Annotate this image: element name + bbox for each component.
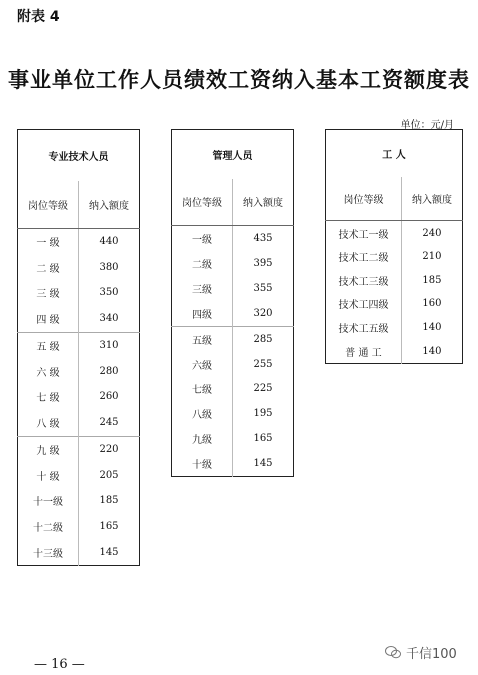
amount-cell: 185 (99, 495, 119, 507)
table-row (172, 326, 294, 352)
table-row (18, 228, 140, 254)
table-row (172, 451, 294, 477)
amount-cell: 285 (233, 326, 294, 352)
amount-cell: 395 (253, 257, 273, 269)
column-header-level: 岗位等级 (172, 179, 233, 225)
amount-cell: 205 (99, 469, 119, 481)
amount-cell: 260 (99, 391, 119, 403)
unit-note: 单位：元/月 (400, 120, 454, 131)
amount-cell: 380 (99, 261, 119, 273)
level-cell: 八级 (172, 401, 233, 426)
amount-cell: 280 (99, 365, 119, 377)
management-staff-table (171, 129, 294, 477)
amount-cell: 195 (253, 408, 273, 420)
table-title: 工 人 (382, 149, 406, 161)
level-cell: 五级 (172, 326, 233, 352)
workers-table (325, 129, 463, 364)
level-cell: 十级 (172, 451, 233, 477)
level-cell: 六 级 (18, 359, 79, 385)
amount-cell: 145 (99, 546, 119, 558)
level-cell: 九级 (172, 426, 233, 451)
level-cell: 二 级 (18, 255, 79, 281)
table-row (326, 339, 463, 363)
table-row (18, 514, 140, 540)
table-row (172, 301, 294, 327)
table-row (18, 332, 140, 358)
page-number: — 16 — (34, 657, 85, 672)
level-cell: 技术工五级 (326, 316, 402, 340)
table-title: 专业技术人员 (48, 151, 109, 163)
table-row (172, 276, 294, 301)
table-row (18, 488, 140, 514)
level-cell: 技术工二级 (326, 245, 402, 269)
level-cell: 十二级 (18, 514, 79, 540)
level-cell: 二级 (172, 251, 233, 276)
amount-cell: 440 (99, 236, 119, 248)
amount-cell: 220 (79, 436, 140, 462)
amount-cell: 240 (422, 227, 442, 239)
amount-cell: 320 (253, 307, 273, 319)
amount-cell: 140 (422, 345, 442, 357)
table-row (172, 352, 294, 377)
appendix-label: 附表 4 (17, 9, 60, 25)
table-row (18, 306, 140, 332)
table-row (326, 245, 463, 269)
table-row (172, 426, 294, 451)
amount-cell: 255 (253, 358, 273, 370)
column-header-amount: 纳入额度 (79, 181, 140, 229)
amount-cell: 355 (253, 282, 273, 294)
level-cell: 普 通 工 (326, 339, 402, 363)
table-row (326, 221, 463, 245)
level-cell: 七 级 (18, 384, 79, 410)
watermark-text: 千信100 (406, 647, 457, 662)
level-cell: 五 级 (18, 332, 79, 358)
table-row (18, 255, 140, 281)
amount-cell: 140 (422, 321, 442, 333)
amount-cell: 165 (99, 520, 119, 532)
table-row (172, 251, 294, 276)
column-header-amount: 纳入额度 (233, 179, 294, 225)
level-cell: 四级 (172, 301, 233, 327)
table-row (18, 462, 140, 488)
table-row (18, 410, 140, 436)
chat-bubble-icon (385, 646, 401, 659)
table-row (18, 359, 140, 385)
table-row (326, 292, 463, 316)
amount-cell: 225 (253, 383, 273, 395)
table-title: 管理人员 (212, 151, 253, 163)
amount-cell: 310 (79, 332, 140, 358)
amount-cell: 350 (99, 287, 119, 299)
level-cell: 十三级 (18, 539, 79, 565)
table-row (18, 436, 140, 462)
column-header-level: 岗位等级 (18, 181, 79, 229)
table-row (172, 377, 294, 402)
level-cell: 十 级 (18, 462, 79, 488)
amount-cell: 165 (253, 432, 273, 444)
amount-cell: 145 (253, 457, 273, 469)
document-title: 事业单位工作人员绩效工资纳入基本工资额度表 (8, 67, 470, 92)
table-row (18, 280, 140, 306)
table-row (326, 268, 463, 292)
level-cell: 九 级 (18, 436, 79, 462)
level-cell: 技术工四级 (326, 292, 402, 316)
level-cell: 六级 (172, 352, 233, 377)
level-cell: 三 级 (18, 280, 79, 306)
level-cell: 一级 (172, 225, 233, 251)
table-row (18, 539, 140, 565)
level-cell: 技术工一级 (326, 221, 402, 245)
level-cell: 三级 (172, 276, 233, 301)
column-header-amount: 纳入额度 (401, 177, 462, 221)
level-cell: 八 级 (18, 410, 79, 436)
professional-staff-table (17, 129, 140, 566)
table-row (172, 225, 294, 251)
amount-cell: 210 (422, 251, 442, 263)
table-row (18, 384, 140, 410)
amount-cell: 160 (422, 298, 442, 310)
watermark (385, 643, 457, 662)
level-cell: 技术工三级 (326, 268, 402, 292)
amount-cell: 435 (253, 232, 273, 244)
column-header-level: 岗位等级 (326, 177, 402, 221)
level-cell: 四 级 (18, 306, 79, 332)
level-cell: 一 级 (18, 228, 79, 254)
table-row (326, 316, 463, 340)
amount-cell: 340 (99, 313, 119, 325)
level-cell: 十一级 (18, 488, 79, 514)
level-cell: 七级 (172, 377, 233, 402)
table-row (172, 401, 294, 426)
amount-cell: 185 (422, 274, 442, 286)
amount-cell: 245 (99, 417, 119, 429)
